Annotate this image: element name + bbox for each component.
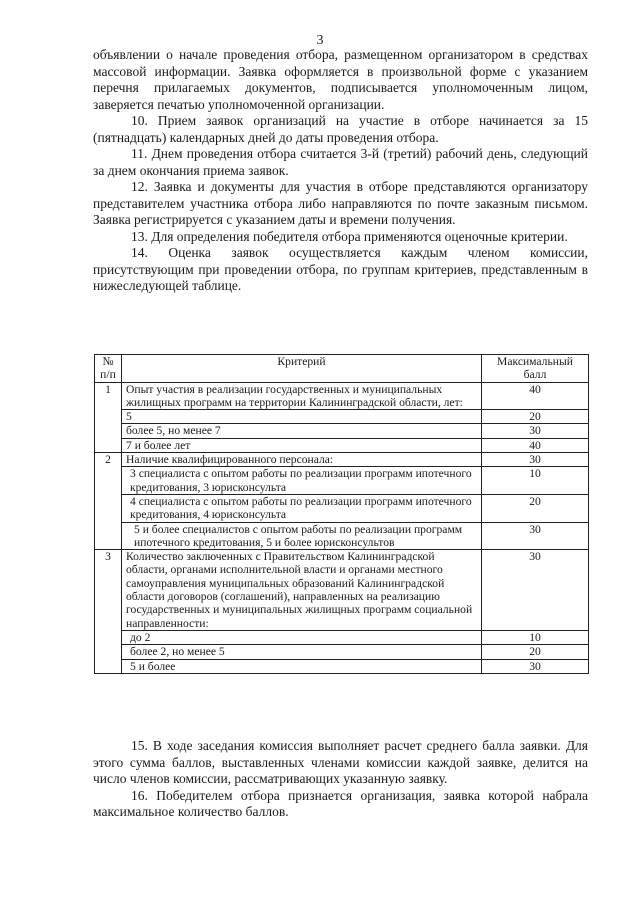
row-score: 10 <box>482 630 589 644</box>
table-header-row <box>95 355 589 383</box>
row-label: 5 и более <box>122 659 482 673</box>
row-label: 4 специалиста с опытом работы по реализации программ ипотечного кредитования, 4 юрисконсульта <box>122 494 482 522</box>
paragraph-15: 15. В ходе заседания комиссия выполняет расчет среднего балла заявки. Для этого сумма баллов, выставленных членами комиссии каждой заявке, делится на число членов комиссии, рассматривающих указанную заявку. <box>93 738 588 786</box>
table-row <box>95 453 589 467</box>
row-label: 5 <box>122 410 482 424</box>
paragraph-10: 10. Прием заявок организаций на участие в отборе начинается за 15 (пятнадцать) календарных дней до даты проведения отбора. <box>93 113 588 145</box>
group-title: Опыт участия в реализации государственных и муниципальных жилищных программ на территории Калининградской области, лет: <box>122 382 482 410</box>
row-label: 5 и более специалистов с опытом работы по реализации программ ипотечного кредитования, 5 и более юрисконсультов <box>122 522 482 550</box>
table-row <box>95 424 589 438</box>
group-number: 3 <box>95 550 122 674</box>
row-score: 20 <box>482 645 589 659</box>
top-text-block <box>93 47 588 295</box>
paragraph-16: 16. Победителем отбора признается организация, заявка которой набрала максимальное количество баллов. <box>93 787 588 819</box>
page-number: 3 <box>316 33 324 48</box>
criteria-table <box>94 354 589 674</box>
paragraph-12: 12. Заявка и документы для участия в отборе представляются организатору представителем участника отбора либо направляются по почте заказным письмом. Заявка регистрируется с указанием даты и времени получения. <box>93 179 588 227</box>
group-title: Количество заключенных с Правительством Калининградской области, органами исполнительной власти и органами местного самоуправления муниципальных образований Калининградской области договоров (соглашений), направленных на реализацию государственных и муниципальных жилищных программ социальной направленности: <box>122 550 482 631</box>
group-score: 30 <box>482 453 589 467</box>
paragraph-14: 14. Оценка заявок осуществляется каждым членом комиссии, присутствующим при проведении отбора, по группам критериев, представленным в нижеследующей таблице. <box>93 245 588 293</box>
group-score: 30 <box>482 550 589 631</box>
row-score: 10 <box>482 467 589 495</box>
row-score: 40 <box>482 438 589 452</box>
bottom-text-block <box>93 738 588 821</box>
paragraph-11: 11. Днем проведения отбора считается 3-й (третий) рабочий день, следующий за днем окончания приема заявок. <box>93 146 588 178</box>
row-score: 30 <box>482 522 589 550</box>
row-score: 20 <box>482 410 589 424</box>
table-row <box>95 630 589 644</box>
row-label: более 2, но менее 5 <box>122 645 482 659</box>
row-label: 3 специалиста с опытом работы по реализации программ ипотечного кредитования, 3 юрисконсульта <box>122 467 482 495</box>
row-label: до 2 <box>122 630 482 644</box>
table-row <box>95 382 589 410</box>
row-score: 30 <box>482 424 589 438</box>
group-score: 40 <box>482 382 589 410</box>
group-number: 1 <box>95 382 122 452</box>
paragraph-13: 13. Для определения победителя отбора применяются оценочные критерии. <box>131 228 568 244</box>
table-row <box>95 659 589 673</box>
header-criterion: Критерий <box>122 355 482 383</box>
row-score: 20 <box>482 494 589 522</box>
table-row <box>95 438 589 452</box>
paragraph-continuation: объявлении о начале проведения отбора, размещенном организатором в средствах массовой информации. Заявка оформляется в произвольной форме с указанием перечня прилагаемых документов, подписывается уполномоченным лицом, заверяется печатью уполномоченной организации. <box>93 47 588 112</box>
group-title: Наличие квалифицированного персонала: <box>122 453 482 467</box>
group-number: 2 <box>95 453 122 550</box>
table-row <box>95 467 589 495</box>
row-label: более 5, но менее 7 <box>122 424 482 438</box>
header-num: № п/п <box>95 355 122 383</box>
row-label: 7 и более лет <box>122 438 482 452</box>
header-score: Максимальный балл <box>482 355 589 383</box>
table-row <box>95 522 589 550</box>
table-row <box>95 645 589 659</box>
table-row <box>95 410 589 424</box>
table-row <box>95 494 589 522</box>
table-row <box>95 550 589 631</box>
row-score: 30 <box>482 659 589 673</box>
